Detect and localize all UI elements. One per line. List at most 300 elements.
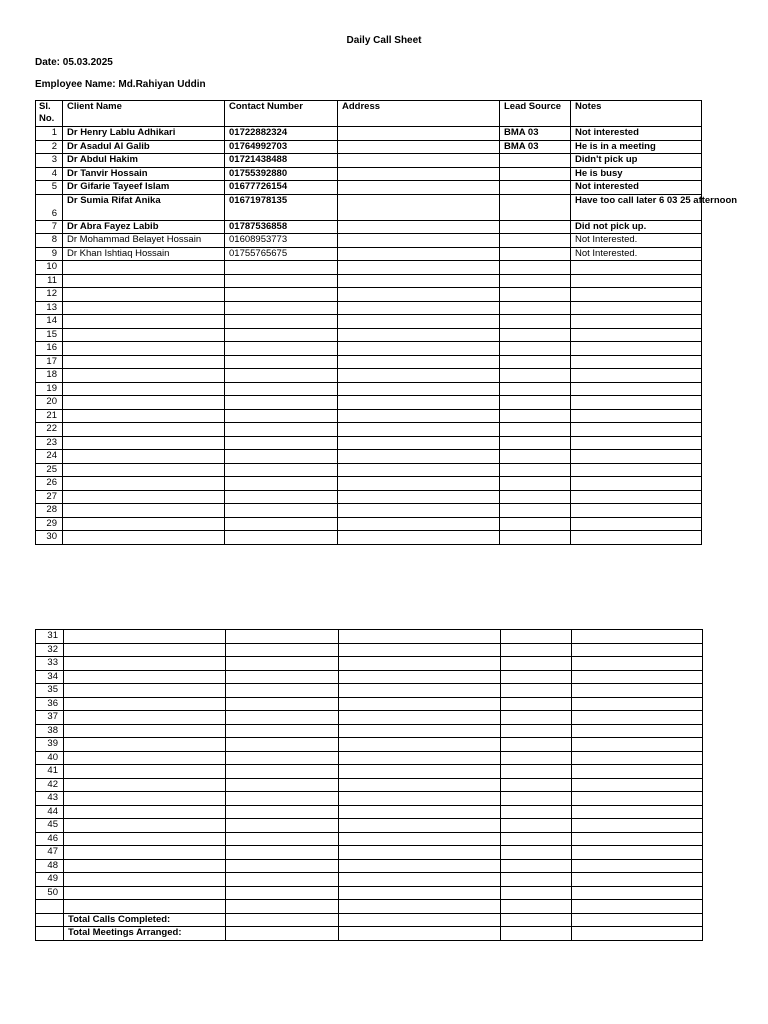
row-notes (572, 670, 703, 684)
table-row (36, 369, 702, 383)
row-contact-number (225, 504, 338, 518)
row-notes: Have too call later 6 03 25 afternoon (571, 194, 702, 220)
row-sl-no: 13 (36, 301, 63, 315)
row-sl-no: 36 (36, 697, 64, 711)
row-client-name (63, 315, 225, 329)
table-row (36, 504, 702, 518)
row-client-name: Dr Mohammad Belayet Hossain (63, 234, 225, 248)
row-address (338, 355, 500, 369)
row-sl-no: 15 (36, 328, 63, 342)
row-sl-no: 33 (36, 657, 64, 671)
row-sl-no: 16 (36, 342, 63, 356)
table-row (36, 167, 702, 181)
row-sl-no: 41 (36, 765, 64, 779)
totals-row (36, 927, 703, 941)
row-address (339, 778, 501, 792)
row-contact-number (225, 342, 338, 356)
row-lead-source (500, 382, 571, 396)
table-row (36, 247, 702, 261)
row-contact-number (225, 436, 338, 450)
row-contact-number (226, 657, 339, 671)
row-client-name: Dr Asadul Al Galib (63, 140, 225, 154)
row-sl-no: 22 (36, 423, 63, 437)
table-row (36, 832, 703, 846)
row-lead-source (500, 531, 571, 545)
row-contact-number (225, 423, 338, 437)
row-address (338, 167, 500, 181)
row-address (339, 859, 501, 873)
row-notes (572, 900, 703, 914)
row-address (339, 724, 501, 738)
row-notes (571, 517, 702, 531)
row-lead-source (501, 819, 572, 833)
row-contact-number: 01755392880 (225, 167, 338, 181)
row-client-name: Dr Abdul Hakim (63, 154, 225, 168)
row-sl-no: 7 (36, 220, 63, 234)
row-address (338, 194, 500, 220)
row-notes (571, 261, 702, 275)
row-client-name: Dr Sumia Rifat Anika (63, 194, 225, 220)
row-lead-source (501, 805, 572, 819)
row-sl-no: 35 (36, 684, 64, 698)
row-client-name (64, 819, 226, 833)
row-sl-no: 28 (36, 504, 63, 518)
row-sl-no: 50 (36, 886, 64, 900)
row-address (339, 697, 501, 711)
row-contact-number (225, 301, 338, 315)
table-row (36, 765, 703, 779)
table-row (36, 657, 703, 671)
table-row (36, 846, 703, 860)
row-lead-source (500, 261, 571, 275)
row-lead-source (501, 846, 572, 860)
row-client-name (63, 274, 225, 288)
row-contact-number (225, 288, 338, 302)
row-notes (572, 832, 703, 846)
row-sl-no: 27 (36, 490, 63, 504)
row-notes (571, 355, 702, 369)
row-sl-no: 19 (36, 382, 63, 396)
table-row (36, 194, 702, 220)
row-contact-number (225, 396, 338, 410)
row-sl-no: 31 (36, 630, 64, 644)
row-notes (572, 630, 703, 644)
row-lead-source (501, 670, 572, 684)
row-contact-number (226, 765, 339, 779)
row-lead-source (501, 738, 572, 752)
row-sl-no: 34 (36, 670, 64, 684)
row-client-name (63, 355, 225, 369)
row-lead-source (500, 328, 571, 342)
header-lead-source: Lead Source (500, 101, 571, 127)
row-client-name (64, 643, 226, 657)
row-client-name (64, 792, 226, 806)
row-address (338, 328, 500, 342)
row-address (339, 900, 501, 914)
row-contact-number (226, 643, 339, 657)
row-notes (572, 765, 703, 779)
table-row (36, 711, 703, 725)
table-row (36, 396, 702, 410)
call-sheet-table (35, 100, 738, 545)
date-line: Date: 05.03.2025 (35, 57, 113, 68)
row-client-name (63, 450, 225, 464)
row-notes (572, 873, 703, 887)
row-address (339, 738, 501, 752)
row-client-name (63, 396, 225, 410)
row-notes (571, 328, 702, 342)
row-address (339, 765, 501, 779)
row-contact-number (226, 778, 339, 792)
row-sl-no: 12 (36, 288, 63, 302)
row-notes (572, 886, 703, 900)
row-sl-no: 37 (36, 711, 64, 725)
row-address (338, 369, 500, 383)
row-lead-source: BMA 03 (500, 127, 571, 141)
totals-lead-cell (501, 913, 572, 927)
row-contact-number (226, 670, 339, 684)
row-client-name (64, 832, 226, 846)
row-client-name (64, 738, 226, 752)
table-row (36, 328, 702, 342)
row-lead-source (501, 751, 572, 765)
header-sl-no: Sl. No. (36, 101, 63, 127)
row-notes (572, 805, 703, 819)
row-client-name (63, 301, 225, 315)
row-sl-no: 21 (36, 409, 63, 423)
table-row (36, 477, 702, 491)
table-row (36, 697, 703, 711)
totals-address-cell (339, 927, 501, 941)
row-address (338, 261, 500, 275)
row-address (338, 409, 500, 423)
totals-address-cell (339, 913, 501, 927)
row-sl-no (36, 900, 64, 914)
row-address (338, 301, 500, 315)
row-address (339, 751, 501, 765)
row-address (338, 463, 500, 477)
row-lead-source (501, 643, 572, 657)
row-sl-no: 17 (36, 355, 63, 369)
table-row (36, 450, 702, 464)
row-contact-number: 01787536858 (225, 220, 338, 234)
row-client-name (64, 724, 226, 738)
row-contact-number (225, 490, 338, 504)
row-sl-no: 29 (36, 517, 63, 531)
row-client-name (64, 751, 226, 765)
row-notes (571, 436, 702, 450)
row-contact-number (226, 630, 339, 644)
row-lead-source: BMA 03 (500, 140, 571, 154)
table-row (36, 886, 703, 900)
row-client-name: Dr Gifarie Tayeef Islam (63, 181, 225, 195)
table-row (36, 409, 702, 423)
row-contact-number (226, 846, 339, 860)
row-lead-source (500, 167, 571, 181)
row-lead-source (501, 859, 572, 873)
table-row (36, 792, 703, 806)
row-lead-source (500, 154, 571, 168)
call-sheet-table-continued (35, 629, 703, 941)
row-address (338, 531, 500, 545)
row-client-name (64, 697, 226, 711)
row-notes (571, 274, 702, 288)
row-client-name (64, 805, 226, 819)
row-client-name (64, 859, 226, 873)
row-sl-no: 11 (36, 274, 63, 288)
row-client-name (64, 657, 226, 671)
row-sl-no: 38 (36, 724, 64, 738)
row-sl-no: 26 (36, 477, 63, 491)
totals-lead-cell (501, 927, 572, 941)
table-row (36, 873, 703, 887)
row-contact-number (226, 819, 339, 833)
row-contact-number (226, 738, 339, 752)
row-sl-no: 39 (36, 738, 64, 752)
row-lead-source (500, 181, 571, 195)
row-notes: Didn't pick up (571, 154, 702, 168)
row-client-name (63, 261, 225, 275)
row-client-name (63, 328, 225, 342)
table-row (36, 463, 702, 477)
row-sl-no: 25 (36, 463, 63, 477)
row-notes (571, 382, 702, 396)
table-row (36, 288, 702, 302)
row-contact-number: 01671978135 (225, 194, 338, 220)
row-lead-source (500, 436, 571, 450)
table-row (36, 315, 702, 329)
row-contact-number: 01764992703 (225, 140, 338, 154)
row-sl-no: 32 (36, 643, 64, 657)
row-lead-source (500, 247, 571, 261)
table-row (36, 154, 702, 168)
table-row (36, 684, 703, 698)
row-address (339, 643, 501, 657)
row-notes (572, 859, 703, 873)
row-contact-number (226, 724, 339, 738)
totals-label: Total Meetings Arranged: (64, 927, 226, 941)
row-notes: He is in a meeting (571, 140, 702, 154)
row-notes (571, 409, 702, 423)
row-sl-no: 9 (36, 247, 63, 261)
row-address (338, 342, 500, 356)
row-address (338, 127, 500, 141)
row-sl-no: 20 (36, 396, 63, 410)
row-client-name (64, 711, 226, 725)
row-lead-source (500, 369, 571, 383)
totals-value (226, 913, 339, 927)
row-client-name: Dr Abra Fayez Labib (63, 220, 225, 234)
table-row (36, 738, 703, 752)
row-lead-source (501, 765, 572, 779)
row-address (338, 396, 500, 410)
row-contact-number (226, 792, 339, 806)
row-notes (572, 697, 703, 711)
row-address (339, 630, 501, 644)
row-lead-source (500, 450, 571, 464)
row-lead-source (500, 315, 571, 329)
row-notes (571, 342, 702, 356)
table-row (36, 778, 703, 792)
row-address (339, 711, 501, 725)
row-client-name (63, 409, 225, 423)
table-row (36, 490, 702, 504)
row-sl-no: 2 (36, 140, 63, 154)
row-address (339, 873, 501, 887)
row-client-name (63, 504, 225, 518)
row-contact-number (226, 873, 339, 887)
row-sl-no: 48 (36, 859, 64, 873)
row-sl-no: 30 (36, 531, 63, 545)
row-notes (571, 504, 702, 518)
totals-notes-cell (572, 913, 703, 927)
row-notes (571, 490, 702, 504)
row-address (339, 657, 501, 671)
table-row (36, 127, 702, 141)
table-row (36, 140, 702, 154)
table-row (36, 423, 702, 437)
row-client-name (63, 517, 225, 531)
row-notes (572, 846, 703, 860)
row-client-name (63, 463, 225, 477)
row-contact-number (226, 859, 339, 873)
table-row (36, 220, 702, 234)
header-client-name: Client Name (63, 101, 225, 127)
row-contact-number (225, 531, 338, 545)
document-title: Daily Call Sheet (346, 35, 422, 46)
row-notes (571, 315, 702, 329)
totals-row (36, 913, 703, 927)
row-client-name (64, 900, 226, 914)
table-row (36, 261, 702, 275)
row-notes (571, 450, 702, 464)
table-row (36, 181, 702, 195)
row-contact-number (225, 355, 338, 369)
row-client-name (64, 684, 226, 698)
table-row (36, 301, 702, 315)
row-lead-source (500, 301, 571, 315)
row-contact-number (225, 517, 338, 531)
row-address (339, 832, 501, 846)
totals-value (226, 927, 339, 941)
row-address (338, 450, 500, 464)
row-address (338, 382, 500, 396)
row-contact-number: 01608953773 (225, 234, 338, 248)
table-row (36, 670, 703, 684)
row-address (339, 670, 501, 684)
table-row (36, 630, 703, 644)
row-notes (571, 288, 702, 302)
row-sl-no: 45 (36, 819, 64, 833)
table-row (36, 234, 702, 248)
row-contact-number (226, 832, 339, 846)
table-row (36, 751, 703, 765)
row-notes (572, 738, 703, 752)
row-lead-source (501, 832, 572, 846)
row-client-name (63, 423, 225, 437)
row-address (339, 792, 501, 806)
row-notes (572, 724, 703, 738)
row-lead-source (500, 396, 571, 410)
row-sl-no: 44 (36, 805, 64, 819)
row-sl-no: 3 (36, 154, 63, 168)
table-row (36, 517, 702, 531)
row-contact-number (226, 805, 339, 819)
row-client-name (64, 886, 226, 900)
row-sl-no: 49 (36, 873, 64, 887)
row-address (338, 490, 500, 504)
row-sl-no: 14 (36, 315, 63, 329)
row-lead-source (500, 409, 571, 423)
row-lead-source (500, 423, 571, 437)
row-address (338, 477, 500, 491)
header-notes: Notes (571, 101, 702, 127)
row-notes (571, 396, 702, 410)
row-lead-source (500, 220, 571, 234)
row-client-name (64, 778, 226, 792)
row-notes: He is busy (571, 167, 702, 181)
table-row (36, 342, 702, 356)
row-client-name (63, 477, 225, 491)
row-lead-source (501, 792, 572, 806)
row-lead-source (501, 778, 572, 792)
row-notes (571, 301, 702, 315)
row-client-name (63, 436, 225, 450)
row-contact-number (226, 684, 339, 698)
row-address (339, 819, 501, 833)
row-notes (571, 463, 702, 477)
row-sl-no: 6 (36, 194, 63, 220)
totals-sl-cell (36, 913, 64, 927)
row-notes: Not interested (571, 181, 702, 195)
row-address (339, 684, 501, 698)
row-contact-number: 01677726154 (225, 181, 338, 195)
row-address (338, 436, 500, 450)
row-client-name: Dr Tanvir Hossain (63, 167, 225, 181)
table-row (36, 819, 703, 833)
row-lead-source (500, 342, 571, 356)
row-notes (572, 792, 703, 806)
row-contact-number: 01755765675 (225, 247, 338, 261)
row-client-name (63, 342, 225, 356)
row-sl-no: 5 (36, 181, 63, 195)
row-address (338, 154, 500, 168)
row-lead-source (501, 886, 572, 900)
row-sl-no: 47 (36, 846, 64, 860)
row-sl-no: 43 (36, 792, 64, 806)
row-client-name (63, 288, 225, 302)
row-client-name (63, 369, 225, 383)
row-lead-source (501, 711, 572, 725)
row-notes: Did not pick up. (571, 220, 702, 234)
row-contact-number (225, 315, 338, 329)
row-notes (572, 711, 703, 725)
row-notes (571, 369, 702, 383)
row-notes (571, 531, 702, 545)
row-address (338, 247, 500, 261)
table-row (36, 724, 703, 738)
row-contact-number: 01722882324 (225, 127, 338, 141)
table-row (36, 859, 703, 873)
row-lead-source (501, 684, 572, 698)
row-lead-source (501, 900, 572, 914)
row-address (339, 886, 501, 900)
row-address (338, 274, 500, 288)
row-contact-number (225, 328, 338, 342)
row-address (338, 181, 500, 195)
row-client-name (63, 490, 225, 504)
row-address (339, 805, 501, 819)
